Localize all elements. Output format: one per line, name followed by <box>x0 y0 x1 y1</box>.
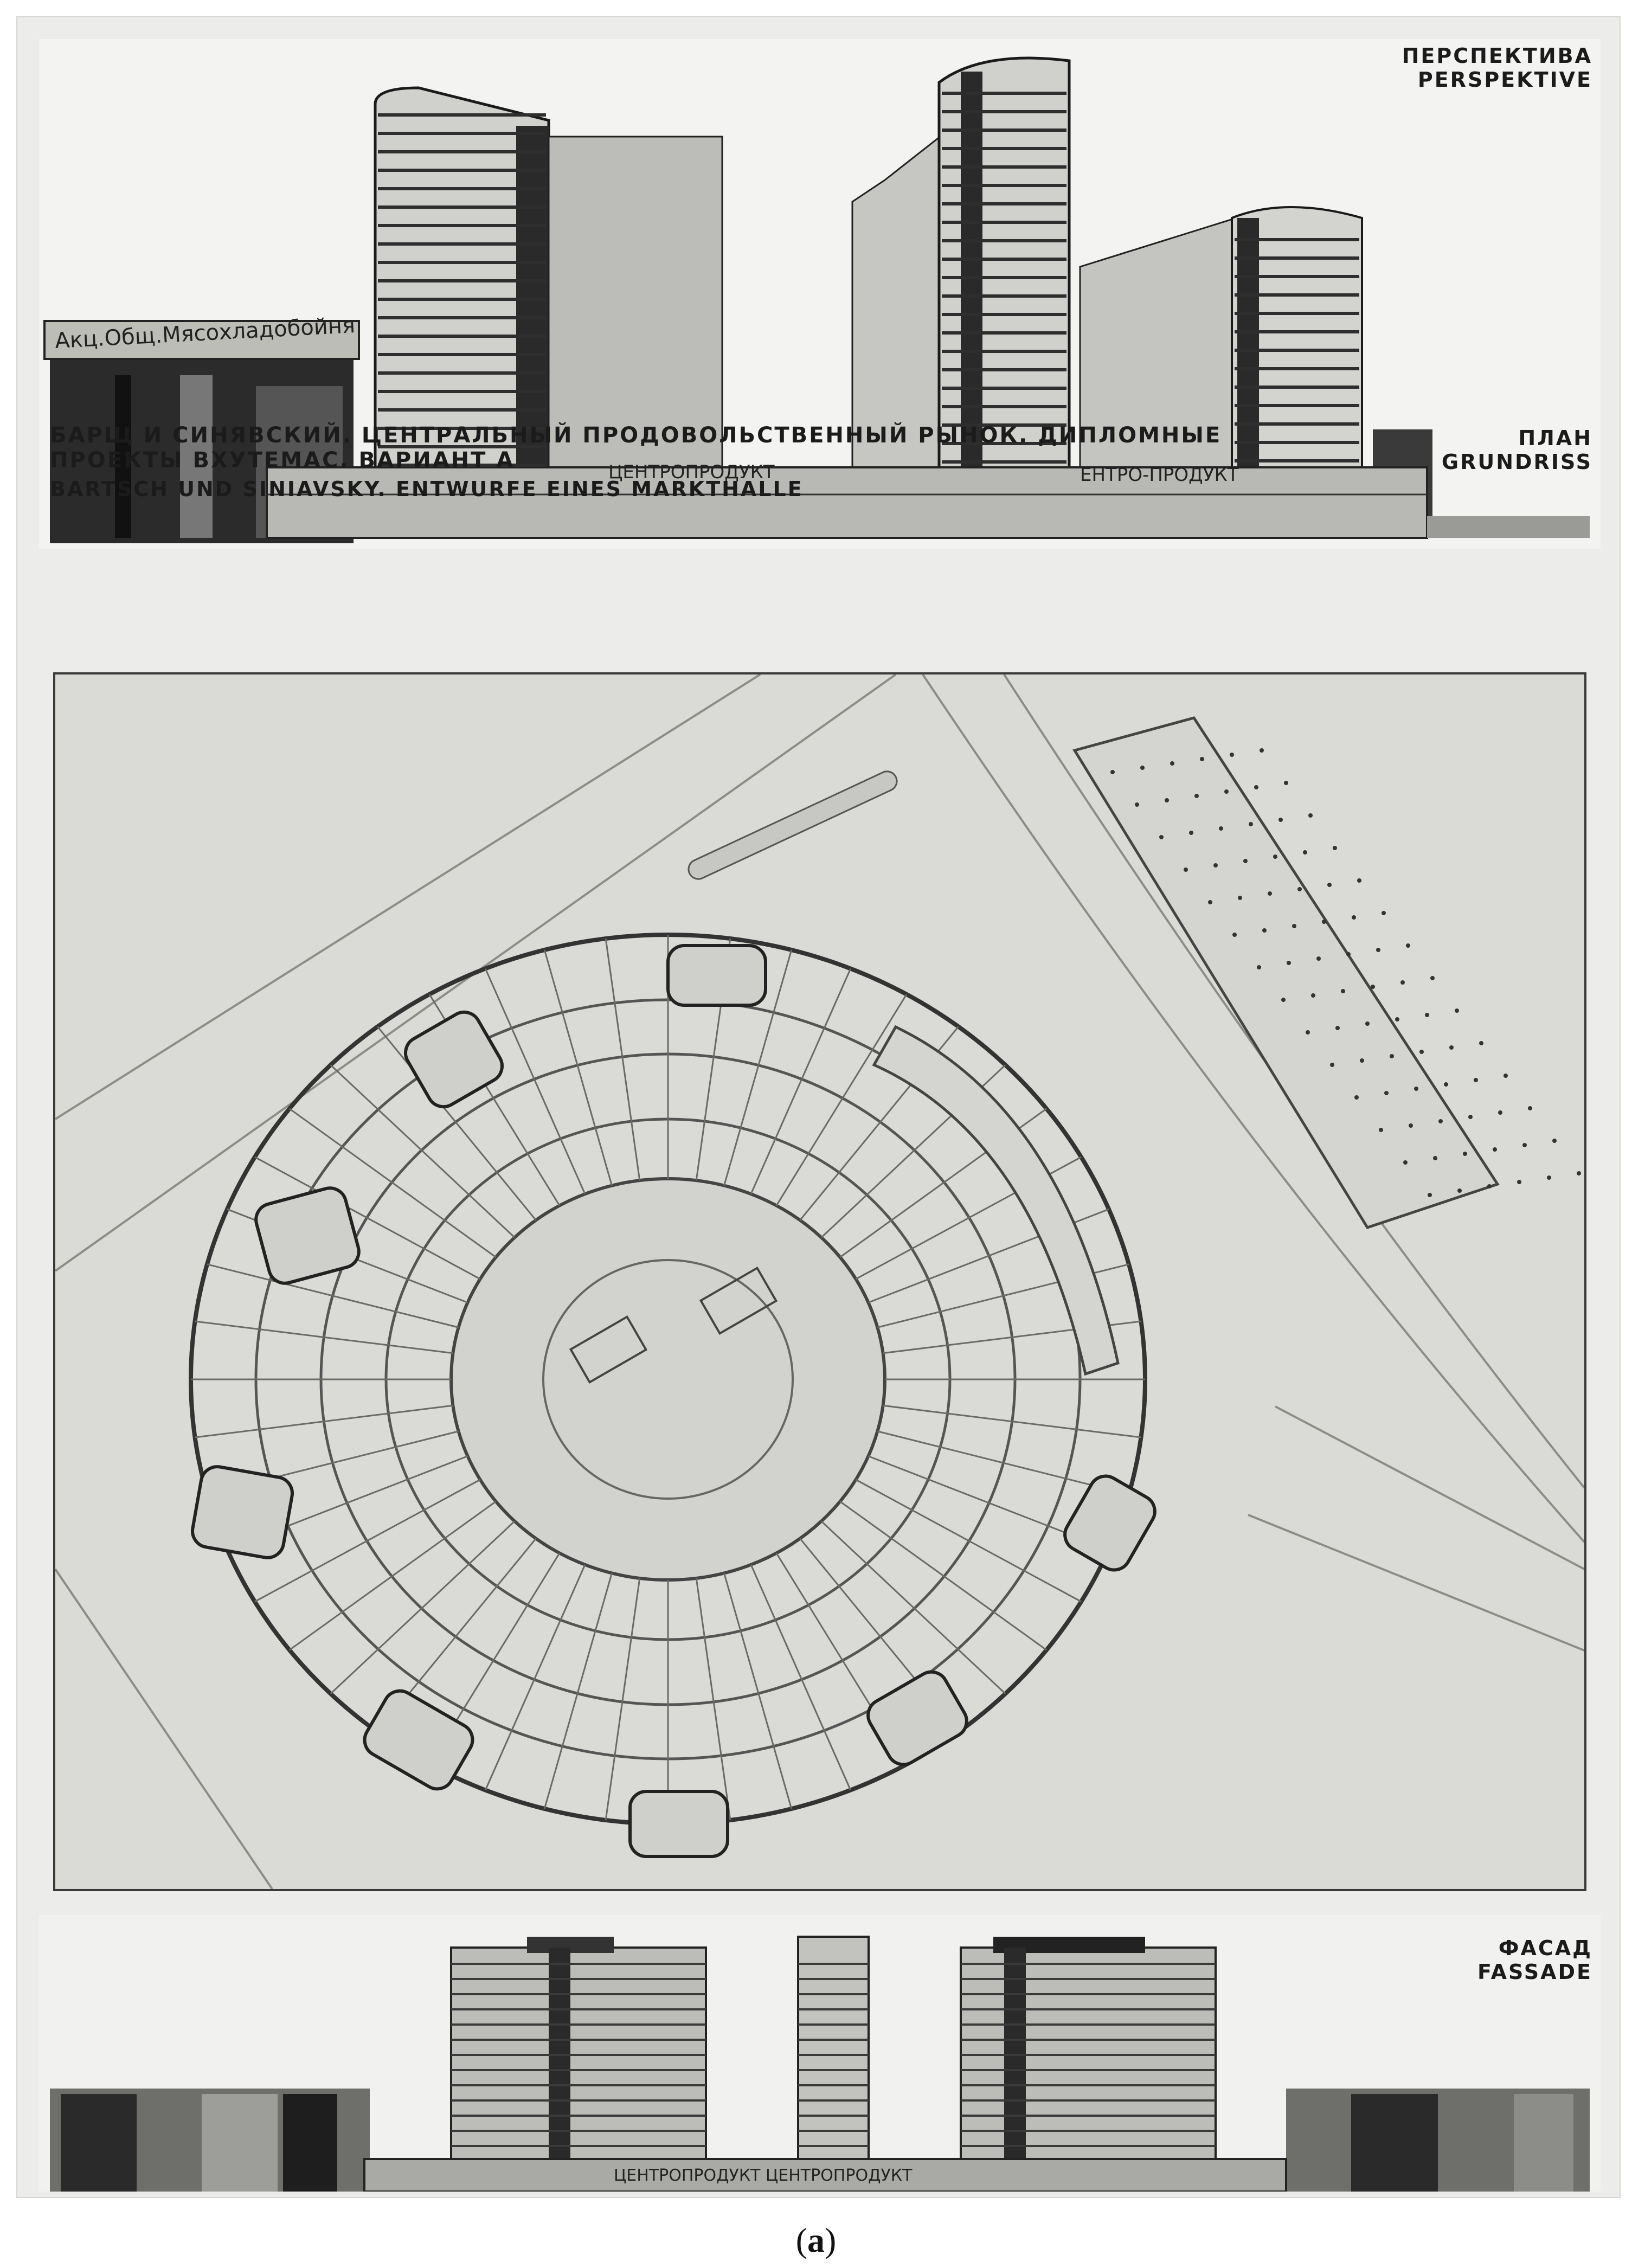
caption-de: BARTSCH UND SINIAVSKY. ENTWURFE EINES MARKTHALLE <box>50 477 804 501</box>
perspective-label <box>1402 44 1592 92</box>
plan-market-hall <box>191 935 1145 1824</box>
figure-label-letter: a <box>807 2221 825 2259</box>
figure-label <box>0 2220 1632 2260</box>
plan-label <box>1442 427 1592 474</box>
facade-sign: ЦЕНТРОПРОДУКТ ЦЕНТРОПРОДУКТ <box>614 2166 913 2185</box>
perspective-sign-left: Акц.Общ.Мясохладобойня <box>54 313 356 354</box>
perspective-label-ru: ПЕРСПЕКТИВА <box>1402 44 1592 68</box>
caption-ru: БАРЩ И СИНЯВСКИЙ. ЦЕНТРАЛЬНЫЙ ПРОДОВОЛЬСТВЕННЫЙ РЫНОК. ДИПЛОМНЫЕ ПРОЕКТЫ ВХУТЕМАС. ВАРИАНТ А <box>50 423 1222 473</box>
facade-tower-center <box>798 1937 869 2192</box>
facade-drawing <box>39 1915 1601 2192</box>
perspective-sign-center: ЦЕНТРОПРОДУКТ <box>608 461 775 483</box>
plan-label-de: GRUNDRISS <box>1441 449 1592 474</box>
plan-svg <box>55 674 1584 1889</box>
facade-tower-right <box>961 1937 1216 2192</box>
facade-label-ru: ФАСАД <box>1498 1936 1592 1960</box>
plan-drawing <box>53 672 1586 1891</box>
facade-tower-left <box>451 1937 706 2192</box>
perspective-sign-right: ЕНТРО-ПРОДУКТ <box>1080 464 1239 486</box>
facade-label-de: FASSADE <box>1477 1959 1592 1984</box>
facade-label <box>1477 1937 1592 1984</box>
facade-right-wing <box>1286 2089 1590 2192</box>
magazine-page <box>16 16 1621 2198</box>
figure-label-close: ) <box>825 2221 837 2259</box>
figure-label-open: ( <box>795 2221 807 2259</box>
facade-left-wing <box>50 2089 370 2192</box>
plan-label-ru: ПЛАН <box>1518 426 1592 450</box>
perspective-label-de: PERSPEKTIVE <box>1417 67 1592 92</box>
caption <box>50 423 1297 501</box>
